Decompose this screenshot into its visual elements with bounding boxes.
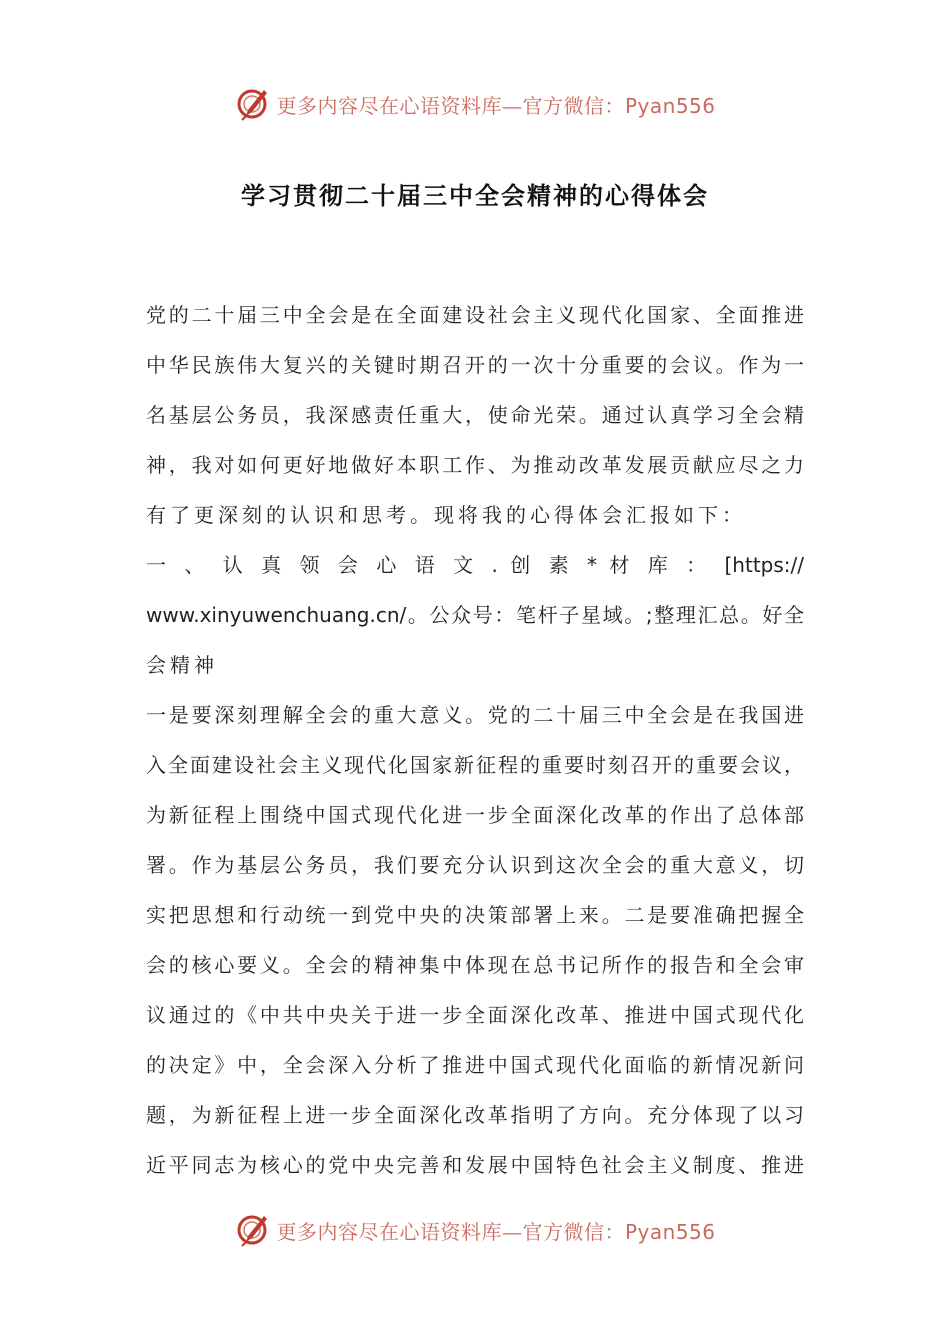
body-line: 中华民族伟大复兴的关键时期召开的一次十分重要的会议。作为一: [146, 353, 804, 377]
quill-seal-logo-icon: [234, 86, 270, 122]
document-title: 学习贯彻二十届三中全会精神的心得体会: [241, 182, 709, 210]
body-line: 近平同志为核心的党中央完善和发展中国特色社会主义制度、推进: [146, 1153, 804, 1177]
watermark-text: 更多内容尽在心语资料库—官方微信：Pyan556: [276, 93, 716, 118]
body-line: 入全面建设社会主义现代化国家新征程的重要时刻召开的重要会议，: [146, 753, 804, 777]
body-line: 为新征程上围绕中国式现代化进一步全面深化改革的作出了总体部: [146, 803, 804, 827]
body-line-url: www.xinyuwenchuang.cn/。公众号：笔杆子星域。;整理汇总。好全: [146, 603, 804, 627]
body-line: 议通过的《中共中央关于进一步全面深化改革、推进中国式现代化: [146, 1003, 804, 1027]
body-line: 神，我对如何更好地做好本职工作、为推动改革发展贡献应尽之力: [146, 453, 804, 477]
body-line-heading: 一 、 认 真 领 会 心 语 文 . 创 素 * 材 库 ： [https://: [146, 553, 804, 577]
body-line: 题，为新征程上进一步全面深化改革指明了方向。充分体现了以习: [146, 1103, 804, 1127]
body-line: 实把思想和行动统一到党中央的决策部署上来。二是要准确把握全: [146, 903, 804, 927]
body-line: 党的二十届三中全会是在全面建设社会主义现代化国家、全面推进: [146, 303, 804, 327]
body-line: 名基层公务员，我深感责任重大，使命光荣。通过认真学习全会精: [146, 403, 804, 427]
body-line: 的决定》中，全会深入分析了推进中国式现代化面临的新情况新问: [146, 1053, 804, 1077]
wechat-id: Pyan556: [624, 93, 716, 118]
body-line: 会精神: [146, 653, 218, 677]
footer-watermark-banner: [0, 1208, 950, 1252]
watermark-text: 更多内容尽在心语资料库—官方微信：Pyan556: [276, 1219, 716, 1244]
body-line: 会的核心要义。全会的精神集中体现在总书记所作的报告和全会审: [146, 953, 804, 977]
document-body: [146, 290, 804, 1190]
quill-seal-logo-icon: [234, 1212, 270, 1248]
body-line: 有了更深刻的认识和思考。现将我的心得体会汇报如下：: [146, 503, 746, 527]
wechat-id: Pyan556: [624, 1219, 716, 1244]
header-watermark-banner: [0, 82, 950, 126]
body-line: 一是要深刻理解全会的重大意义。党的二十届三中全会是在我国进: [146, 703, 804, 727]
body-line: 署。作为基层公务员，我们要充分认识到这次全会的重大意义，切: [146, 853, 804, 877]
